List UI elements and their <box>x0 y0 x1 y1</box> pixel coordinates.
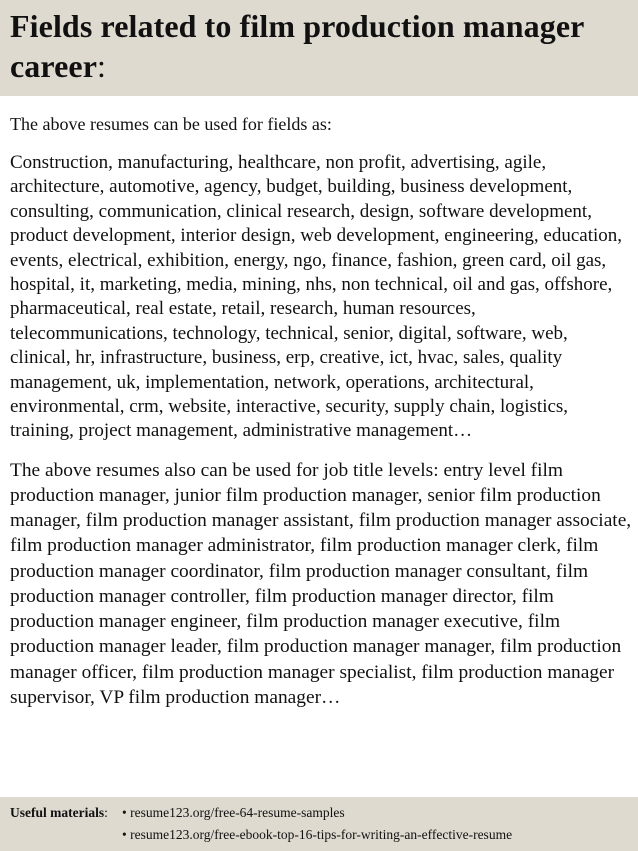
footer-label-spacer <box>10 824 122 846</box>
header-band <box>0 0 638 96</box>
useful-materials-label-text: Useful materials <box>10 805 105 820</box>
fields-paragraph: Construction, manufacturing, healthcare, non profit, advertising, agile, architecture, automotive, agency, budget, building, business development, consulting, communication, clinical research, design, software development, product development, interior design, web development, engineering, education, events, electrical, exhibition, energy, ngo, finance, fashion, green card, oil gas, hospital, it, marketing, media, mining, nhs, non technical, oil and gas, offshore, pharmaceutical, real estate, retail, research, human resources, telecommunications, technology, technical, senior, digital, software, web, clinical, hr, infrastructure, business, erp, creative, ict, hvac, sales, quality management, uk, implementation, network, operations, architectural, environmental, crm, website, interactive, security, supply chain, logistics, training, project management, administrative management… <box>10 152 623 442</box>
intro-text: The above resumes can be used for fields as: <box>10 114 332 134</box>
footer-band <box>0 797 638 851</box>
page-title-colon: : <box>97 48 107 84</box>
footer-row-1 <box>10 802 628 824</box>
useful-materials-label <box>10 802 122 824</box>
useful-materials-label-colon: : <box>104 805 108 820</box>
resume-samples-link[interactable]: • resume123.org/free-64-resume-samples <box>122 805 345 820</box>
page-title-text: Fields related to film production manager career <box>10 8 584 84</box>
resume-ebook-link[interactable]: • resume123.org/free-ebook-top-16-tips-for-writing-an-effective-resume <box>122 827 513 842</box>
job-levels-paragraph: The above resumes also can be used for job title levels: entry level film production manager, junior film production manager, senior film production manager, film production manager assistant, film production manager associate, film production manager administrator, film production manager clerk, film production manager coordinator, film production manager consultant, film production manager controller, film production manager director, film production manager engineer, film production manager executive, film production manager leader, film production manager manager, film production manager officer, film production manager specialist, film production manager supervisor, VP film production manager… <box>10 459 632 708</box>
main-content <box>10 96 632 710</box>
page-title <box>10 6 628 86</box>
footer-row-2 <box>10 824 628 846</box>
